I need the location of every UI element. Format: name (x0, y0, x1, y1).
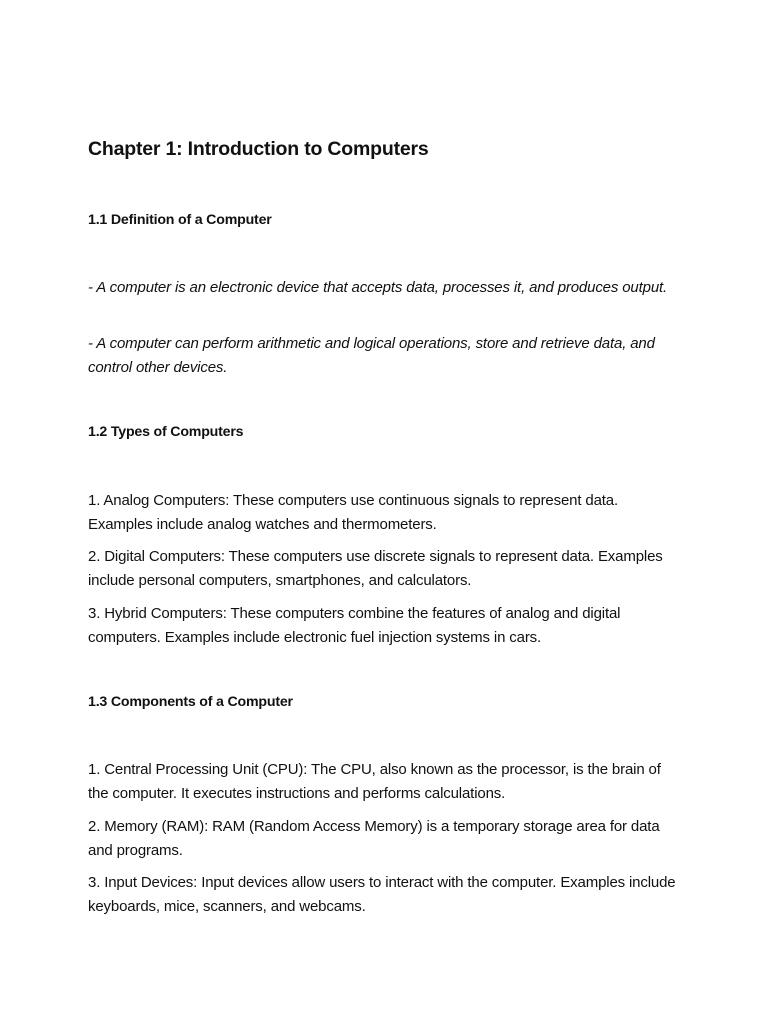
paragraph-types-digital: 2. Digital Computers: These computers use discrete signals to represent data. Examples include personal computers, smartphones, and calculators. (88, 548, 663, 589)
paragraph-types-hybrid: 3. Hybrid Computers: These computers combine the features of analog and digital computers. Examples include electronic fuel injection systems in cars. (88, 605, 621, 646)
paragraph-components-cpu: 1. Central Processing Unit (CPU): The CPU, also known as the processor, is the brain of the computer. It executes instructions and performs calculations. (88, 761, 661, 802)
chapter-title: Chapter 1: Introduction to Computers (88, 138, 429, 160)
section-heading-types: 1.2 Types of Computers (88, 424, 244, 440)
paragraph-definition-2: - A computer can perform arithmetic and logical operations, store and retrieve data, and control other devices. (88, 335, 655, 376)
section-heading-definition: 1.1 Definition of a Computer (88, 212, 272, 228)
paragraph-types-analog: 1. Analog Computers: These computers use continuous signals to represent data. Examples include analog watches and thermometers. (88, 492, 619, 533)
paragraph-definition-1: - A computer is an electronic device that accepts data, processes it, and produces output. (88, 279, 668, 296)
paragraph-components-memory: 2. Memory (RAM): RAM (Random Access Memory) is a temporary storage area for data and programs. (88, 818, 660, 859)
section-heading-components: 1.3 Components of a Computer (88, 694, 293, 710)
paragraph-components-input: 3. Input Devices: Input devices allow users to interact with the computer. Examples include keyboards, mice, scanners, and webcams. (88, 874, 676, 915)
